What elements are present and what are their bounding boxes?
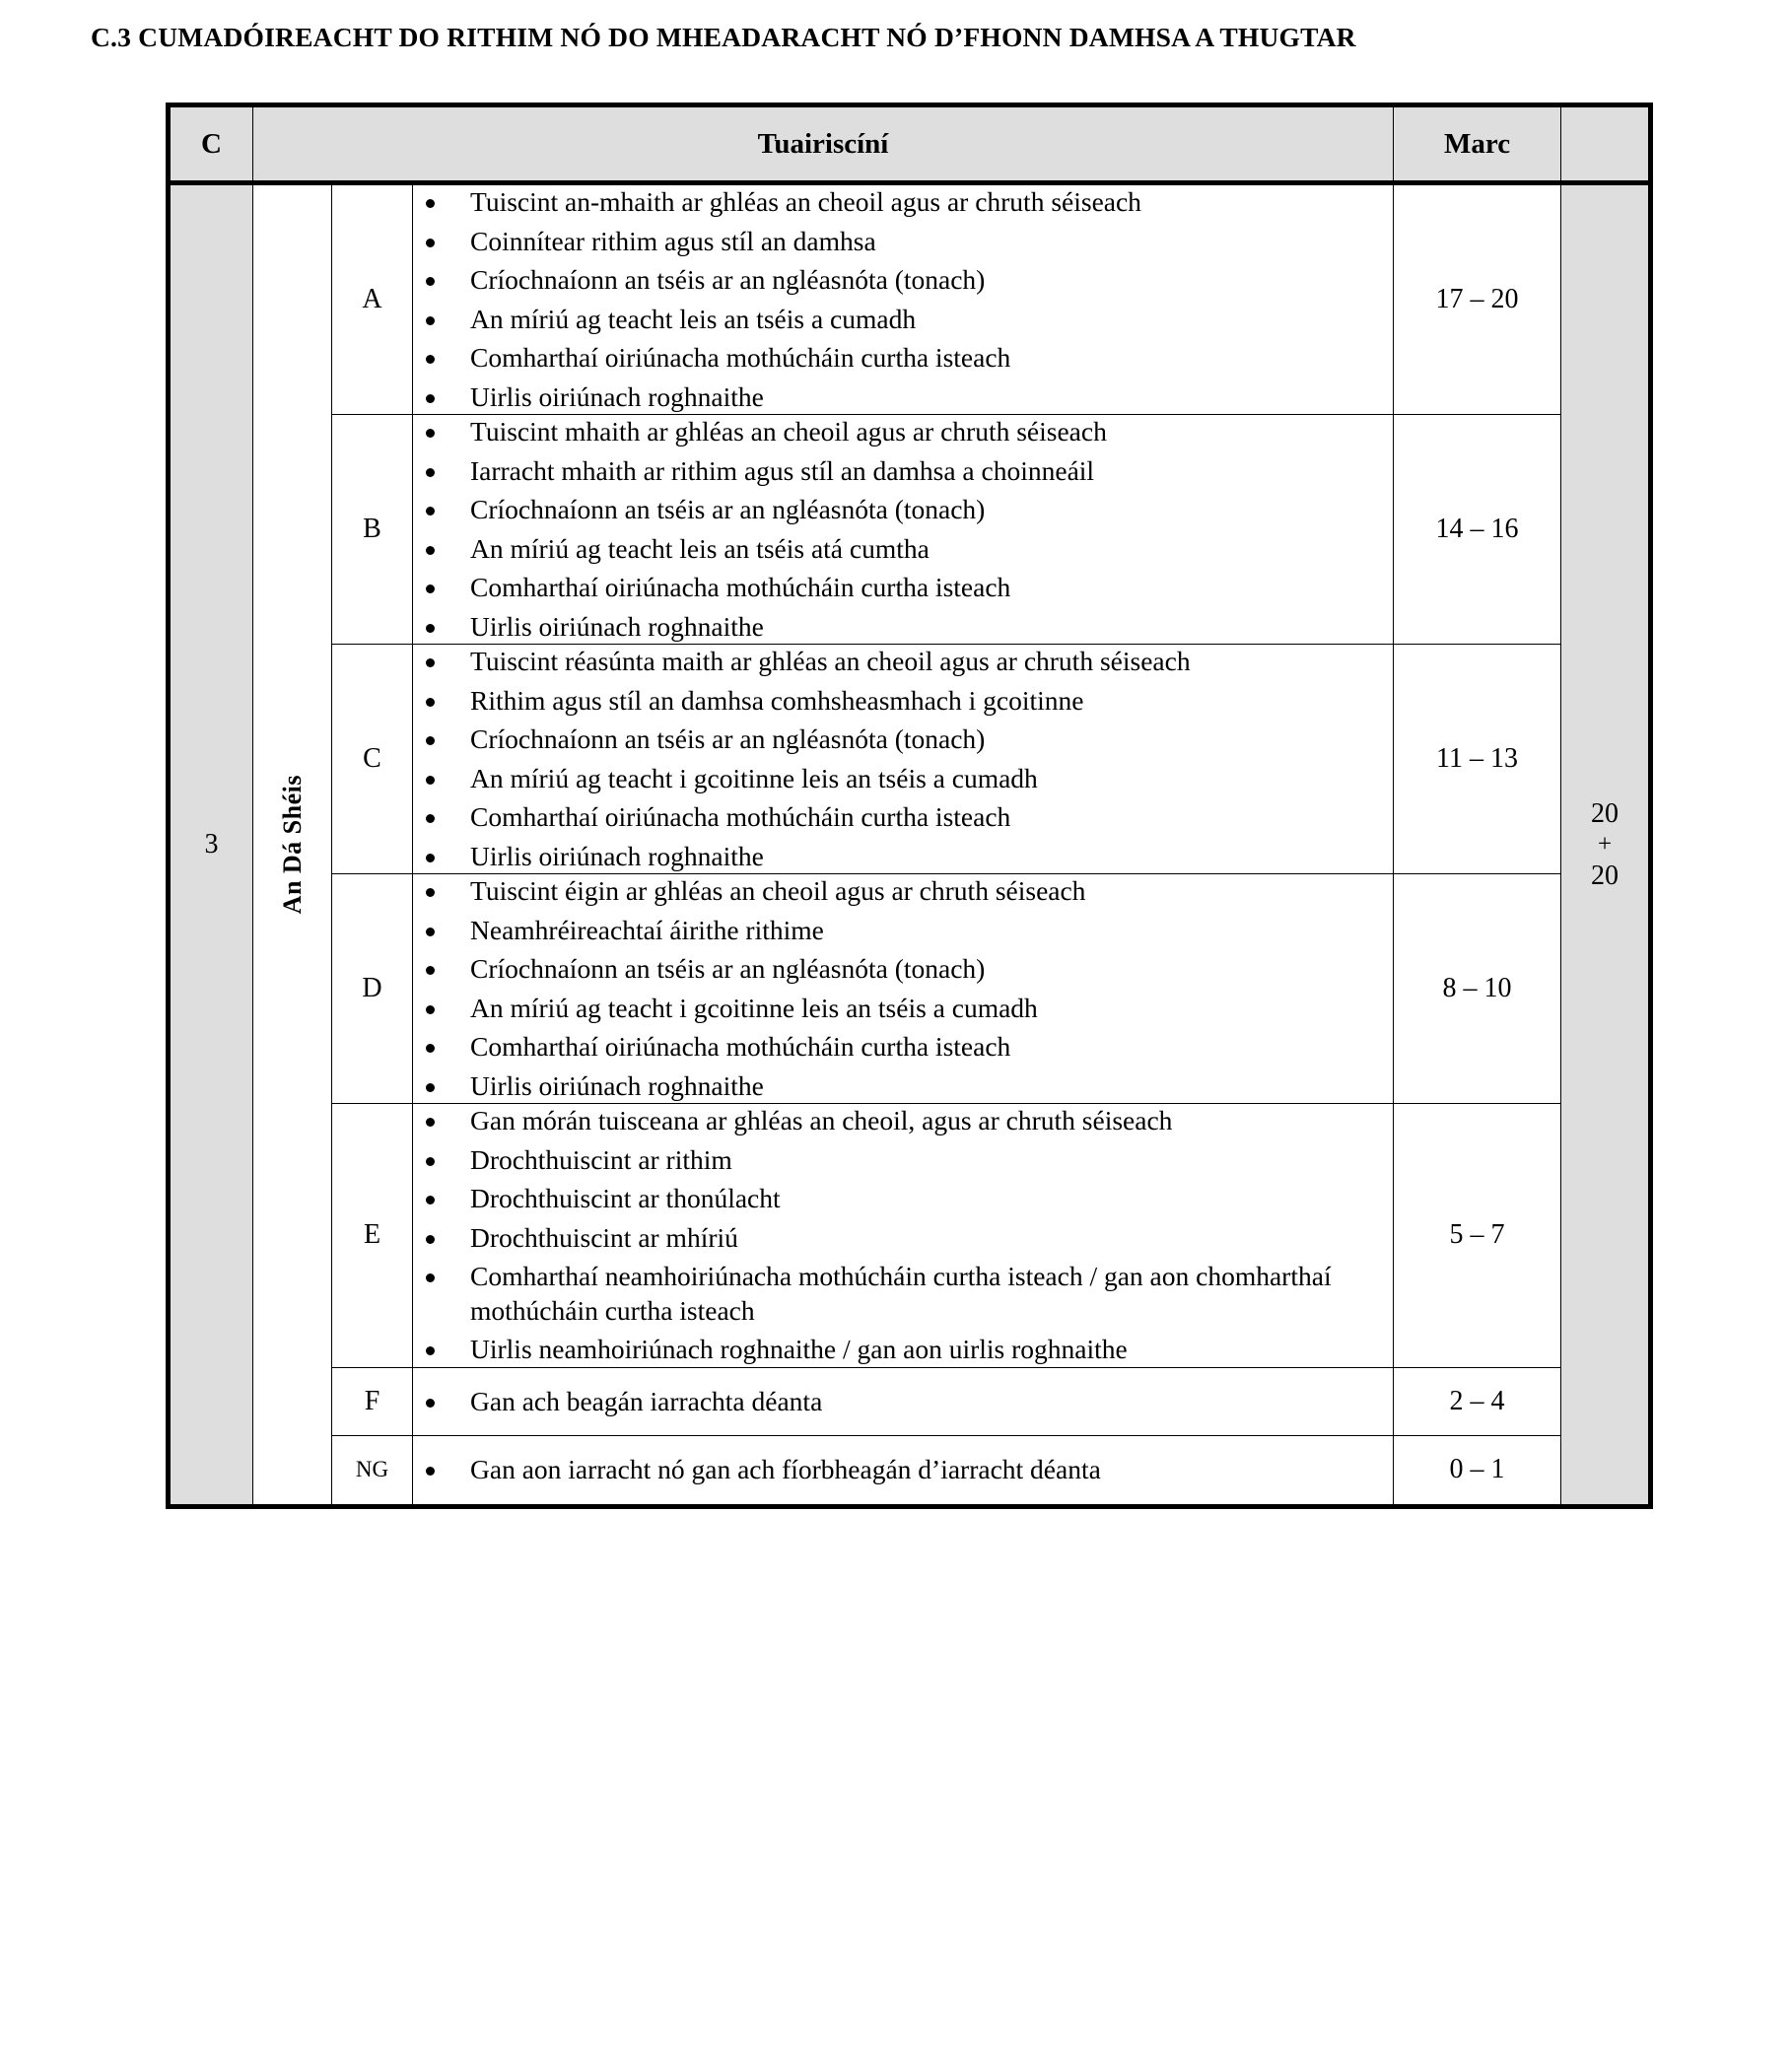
marking-scheme-table-wrapper: [166, 103, 1648, 1509]
table-row: [169, 645, 1651, 874]
descriptor-item: [413, 1221, 1393, 1256]
bullet-icon: [426, 1005, 435, 1014]
grade-letter-b: B: [332, 415, 413, 645]
table-row: [169, 183, 1651, 415]
descriptor-text: Uirlis oiriúnach roghnaithe: [470, 610, 764, 642]
descriptor-text: Drochthuiscint ar thonúlacht: [470, 1183, 781, 1213]
descriptor-list: [413, 1104, 1393, 1367]
descriptor-text: Críochnaíonn an tséis ar an ngléasnóta (tonach): [470, 494, 986, 524]
descriptor-text: Iarracht mhaith ar rithim agus stíl an damhsa a choinneáil: [470, 454, 1095, 486]
descriptor-text: Uirlis oiriúnach roghnaithe: [470, 1069, 764, 1101]
total-marks-cell: [1561, 183, 1651, 1507]
bullet-icon: [426, 1467, 435, 1476]
descriptor-item: [413, 454, 1393, 489]
descriptor-text: Comharthaí oiriúnacha mothúcháin curtha isteach: [470, 342, 1011, 373]
descriptor-text: An míriú ag teacht i gcoitinne leis an tséis a cumadh: [470, 762, 1038, 793]
descriptor-item: [413, 1069, 1393, 1104]
descriptor-text: Neamhréireachtaí áirithe rithime: [470, 914, 824, 945]
descriptor-item: [413, 380, 1393, 415]
descriptor-item: [413, 1104, 1393, 1138]
descriptor-cell: [413, 645, 1394, 874]
bullet-icon: [426, 888, 435, 897]
grade-letter-ng: NG: [332, 1436, 413, 1507]
descriptor-item: [413, 303, 1393, 337]
bullet-icon: [426, 1346, 435, 1355]
descriptor-text: An míriú ag teacht leis an tséis a cumadh: [470, 303, 917, 334]
descriptor-item: [413, 1030, 1393, 1065]
descriptor-text: Drochthuiscint ar rithim: [470, 1143, 732, 1175]
descriptor-item: [413, 952, 1393, 987]
bullet-icon: [426, 1196, 435, 1204]
descriptor-text: Gan mórán tuisceana ar ghléas an cheoil, agus ar chruth séiseach: [470, 1105, 1173, 1135]
grade-letter-c: C: [332, 645, 413, 874]
descriptor-text: Tuiscint réasúnta maith ar ghléas an cheoil agus ar chruth séiseach: [470, 646, 1191, 676]
descriptor-text: An míriú ag teacht i gcoitinne leis an tséis a cumadh: [470, 992, 1038, 1023]
bullet-icon: [426, 429, 435, 438]
descriptor-text: Tuiscint mhaith ar ghléas an cheoil agus ar chruth séiseach: [470, 416, 1107, 447]
total-operator: +: [1597, 831, 1613, 858]
descriptor-item: [413, 874, 1393, 909]
descriptor-text: An míriú ag teacht leis an tséis atá cumtha: [470, 532, 930, 564]
descriptor-text: Uirlis oiriúnach roghnaithe: [470, 380, 764, 412]
descriptor-text: Comharthaí neamhoiriúnacha mothúcháin curtha isteach / gan aon chomharthaí mothúcháin curtha isteach: [470, 1261, 1332, 1326]
bullet-icon: [426, 1273, 435, 1282]
grade-letter-d: D: [332, 874, 413, 1104]
descriptor-text: Críochnaíonn an tséis ar an ngléasnóta (tonach): [470, 953, 986, 984]
marking-scheme-table: [166, 103, 1653, 1509]
descriptor-text: Rithim agus stíl an damhsa comhsheasmhach i gcoitinne: [470, 684, 1084, 716]
descriptor-item: [413, 645, 1393, 679]
total-first: 20: [1591, 797, 1620, 829]
page-title: C.3 CUMADÓIREACHT DO RITHIM NÓ DO MHEADARACHT NÓ D’FHONN DAMHSA A THUGTAR: [91, 22, 1356, 52]
header-total-spacer: [1561, 105, 1651, 183]
descriptor-item: [413, 840, 1393, 874]
bullet-icon: [426, 1399, 435, 1408]
descriptor-text: Gan ach beagán iarrachta déanta: [470, 1385, 823, 1416]
header-marks: Marc: [1394, 105, 1561, 183]
bullet-icon: [426, 1157, 435, 1166]
bullet-icon: [426, 239, 435, 247]
table-row: [169, 1104, 1651, 1368]
descriptor-text: Tuiscint éigin ar ghléas an cheoil agus ar chruth séiseach: [470, 875, 1086, 906]
bullet-icon: [426, 507, 435, 516]
descriptor-text: Tuiscint an-mhaith ar ghléas an cheoil agus ar chruth séiseach: [470, 186, 1141, 217]
table-header-row: [169, 105, 1651, 183]
descriptor-text: Comharthaí oiriúnacha mothúcháin curtha isteach: [470, 1031, 1011, 1062]
mark-range-cell: 14 – 16: [1394, 415, 1561, 645]
descriptor-text: Críochnaíonn an tséis ar an ngléasnóta (tonach): [470, 264, 986, 295]
bullet-icon: [426, 814, 435, 823]
descriptor-text: Drochthuiscint ar mhíriú: [470, 1221, 738, 1253]
bullet-icon: [426, 624, 435, 633]
criterion-number-cell: 3: [169, 183, 253, 1507]
mark-range-cell: 8 – 10: [1394, 874, 1561, 1104]
descriptor-text: Comharthaí oiriúnacha mothúcháin curtha isteach: [470, 572, 1011, 602]
descriptor-item: [413, 341, 1393, 376]
bullet-icon: [426, 966, 435, 975]
descriptor-cell: [413, 1367, 1394, 1436]
descriptor-item: [413, 1385, 1393, 1419]
descriptor-item: [413, 415, 1393, 449]
descriptor-item: [413, 1453, 1393, 1487]
descriptor-item: [413, 1143, 1393, 1178]
descriptor-text: Gan aon iarracht nó gan ach fíorbheagán d’iarracht déanta: [470, 1454, 1101, 1484]
bullet-icon: [426, 1118, 435, 1127]
bullet-icon: [426, 698, 435, 707]
descriptor-item: [413, 532, 1393, 567]
mark-range-cell: 11 – 13: [1394, 645, 1561, 874]
descriptor-item: [413, 722, 1393, 757]
descriptor-list: [413, 645, 1393, 873]
table-row: [169, 874, 1651, 1104]
mark-range-cell: 17 – 20: [1394, 183, 1561, 415]
bullet-icon: [426, 776, 435, 785]
descriptor-item: [413, 1260, 1393, 1328]
descriptor-text: Uirlis neamhoiriúnach roghnaithe / gan aon uirlis roghnaithe: [470, 1334, 1128, 1364]
header-descriptors: Tuairiscíní: [253, 105, 1394, 183]
descriptor-text: Críochnaíonn an tséis ar an ngléasnóta (tonach): [470, 723, 986, 754]
descriptor-item: [413, 800, 1393, 835]
descriptor-text: Comharthaí oiriúnacha mothúcháin curtha isteach: [470, 801, 1011, 832]
mark-range-cell: 2 – 4: [1394, 1367, 1561, 1436]
descriptor-list: [413, 1385, 1393, 1419]
descriptor-item: [413, 914, 1393, 948]
descriptor-item: [413, 684, 1393, 719]
descriptor-list: [413, 185, 1393, 414]
descriptor-item: [413, 225, 1393, 259]
bullet-icon: [426, 1235, 435, 1244]
descriptor-text: Coinnítear rithim agus stíl an damhsa: [470, 225, 876, 256]
descriptor-cell: [413, 183, 1394, 415]
descriptor-item: [413, 493, 1393, 527]
descriptor-cell: [413, 874, 1394, 1104]
descriptor-item: [413, 571, 1393, 605]
descriptor-cell: [413, 1436, 1394, 1507]
descriptor-cell: [413, 1104, 1394, 1368]
bullet-icon: [426, 468, 435, 477]
bullet-icon: [426, 355, 435, 364]
total-second: 20: [1591, 860, 1620, 891]
bullet-icon: [426, 316, 435, 325]
mark-range-cell: 5 – 7: [1394, 1104, 1561, 1368]
bullet-icon: [426, 1044, 435, 1053]
grade-letter-a: A: [332, 183, 413, 415]
header-criterion: C: [169, 105, 253, 183]
descriptor-list: [413, 1453, 1393, 1487]
bullet-icon: [426, 854, 435, 862]
descriptor-item: [413, 762, 1393, 796]
descriptor-text: Uirlis oiriúnach roghnaithe: [470, 840, 764, 871]
grade-letter-f: F: [332, 1367, 413, 1436]
descriptor-item: [413, 1333, 1393, 1367]
bullet-icon: [426, 199, 435, 208]
bullet-icon: [426, 658, 435, 667]
descriptor-item: [413, 185, 1393, 220]
table-row: [169, 1367, 1651, 1436]
descriptor-item: [413, 992, 1393, 1026]
grade-letter-e: E: [332, 1104, 413, 1368]
table-row: [169, 1436, 1651, 1507]
descriptor-item: [413, 1182, 1393, 1216]
bullet-icon: [426, 585, 435, 593]
table-row: [169, 415, 1651, 645]
bullet-icon: [426, 736, 435, 745]
bullet-icon: [426, 394, 435, 403]
bullet-icon: [426, 546, 435, 555]
descriptor-cell: [413, 415, 1394, 645]
section-label-cell: [253, 183, 332, 1507]
descriptor-list: [413, 874, 1393, 1103]
section-label-text: An Dá Shéis: [277, 775, 307, 915]
bullet-icon: [426, 928, 435, 936]
mark-range-cell: 0 – 1: [1394, 1436, 1561, 1507]
descriptor-list: [413, 415, 1393, 644]
bullet-icon: [426, 1083, 435, 1092]
bullet-icon: [426, 277, 435, 286]
descriptor-item: [413, 610, 1393, 645]
descriptor-item: [413, 263, 1393, 298]
